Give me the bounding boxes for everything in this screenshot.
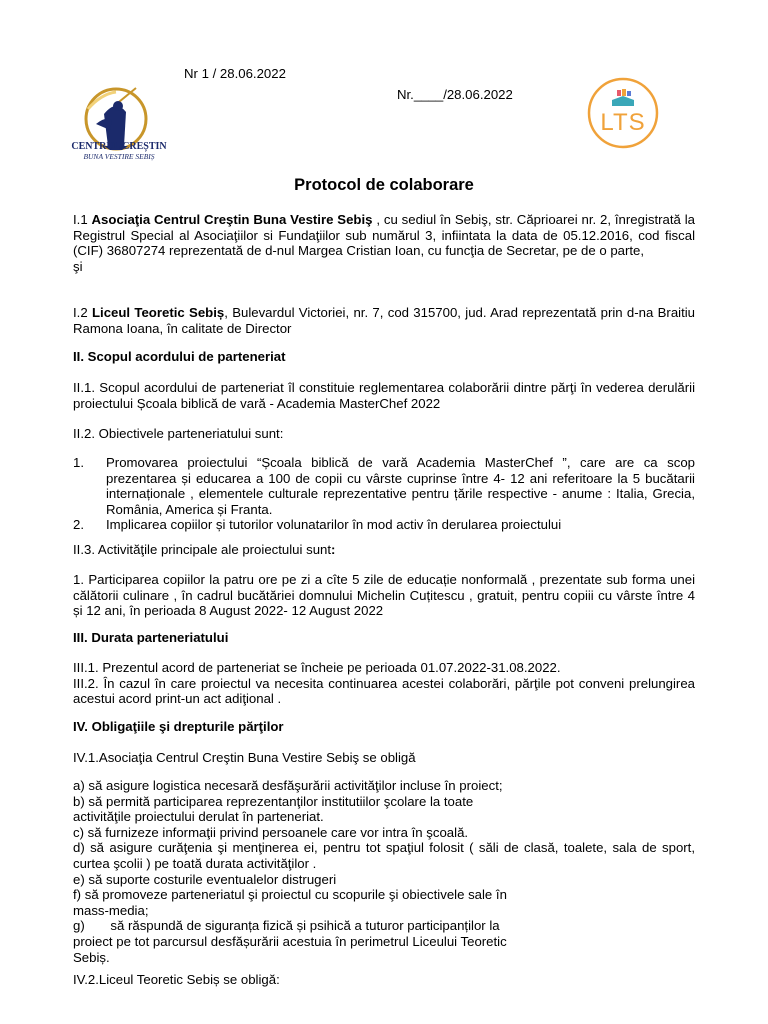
centrul-crestin-logo (66, 84, 172, 176)
conjunction-and: şi (73, 258, 83, 274)
party-two-name: Liceul Teoretic Sebiș (91, 305, 225, 320)
angel-emblem-icon (66, 84, 172, 176)
lts-logo (586, 76, 660, 150)
party-two-details: , Bulevardul Victoriei, nr. 7, cod 315700, jud. Arad reprezentată prin d-na Braitiu Ramona Ioana, în calitate de Director (73, 305, 696, 336)
section-3-1-paragraph: III.1. Prezentul acord de parteneriat se încheie pe perioada 01.07.2022-31.08.2022. (73, 660, 561, 675)
party-two-paragraph (73, 305, 695, 336)
list-item: c) să furnizeze informaţii privind persoanele care vor intra în şcoală. (73, 824, 469, 840)
objectives-list (73, 455, 695, 533)
section-2-3-paragraph: II.3. Activităţile principale ale proiectului sunt: (73, 542, 336, 557)
list-item: proiect pe tot parcursul desfășurării acestuia în perimetrul Liceului Teoretic (73, 933, 507, 949)
activities-paragraph: 1. Participarea copiilor la patru ore pe zi a cîte 5 zile de educație nonformală , prezentate sub forma unei călătorii culinare , în cadrul bucătăriei domnului Michelin Cuțitescu , gratuit, pentru copiii cu vârste între 4 și 12 ani, în perioada 8 August 2022- 12 August 2022 (73, 572, 695, 619)
party-one-prefix: I.1 (73, 212, 92, 227)
section-2-1-paragraph: II.1. Scopul acordului de parteneriat îl constituie reglementarea colaborării dintre părţi în vederea derulării proiectului Școala biblică de vară - Academia MasterChef 2022 (73, 380, 695, 411)
logo-left-subtitle: BUNA VESTIRE SEBIȘ (83, 152, 155, 161)
logo-left-title: CENTRUL CREȘTIN (71, 141, 167, 152)
list-item: e) să suporte costurile eventualelor distrugeri (73, 871, 337, 887)
section-3-heading: III. Durata parteneriatului (73, 630, 229, 645)
party-one-name: Asociaţia Centrul Creştin Buna Vestire Sebiş (91, 212, 373, 227)
list-item: g) să răspundă de siguranța fizică și psihică a tuturor participanților la (73, 918, 500, 934)
section-3-paragraphs (73, 660, 695, 707)
list-item: 2. Implicarea copiilor și tutorilor volunatarilor în mod activ în derularea proiectului (73, 517, 562, 533)
section-2-2-paragraph: II.2. Obiectivele parteneriatului sunt: (73, 426, 284, 441)
party-two-prefix: I.2 (73, 305, 92, 320)
list-item: a) să asigure logistica necesară desfăşurării activităţilor incluse în proiect; (73, 778, 503, 793)
list-item: f) să promoveze parteneriatul şi proiectul cu scopurile şi obiectivele sale în (73, 887, 507, 903)
party-one-details: , cu sediul în Sebiş, str. Căprioarei nr. 2, înregistrată la Registrul Special al Asociaţiilor si Fundaţiilor sub numărul 3, infiintata la data de 05.12.2016, cod fiscal (CIF) 36807274 reprezentată de d-nul Margea Cristian Ioan, cu funcţia de Secretar, pe de o parte, (73, 212, 695, 259)
lts-logo-text: LTS (600, 109, 646, 136)
obligations-list (73, 778, 695, 965)
list-item: d) să asigure curăţenia şi menţinerea ei, pentru tot spaţiul folosit ( săli de clasă, toalete, sala de sport, curtea şcolii ) pe toată durata activităţilor . (73, 840, 695, 871)
document-title: Protocol de colaborare (294, 176, 474, 194)
party-one-paragraph (73, 212, 695, 274)
section-2-heading: II. Scopul acordului de parteneriat (73, 349, 286, 364)
list-item: 1. Promovarea proiectului “Școala biblică de vară Academia MasterChef ”, care are ca scop prezentarea și educarea a 100 de copii cu vârste cuprinse între 4- 12 ani referitoare la 5 bucătarii internaționale , elementele culturale reprezentative pentru țările respective - anume : Italia, Grecia, România, America și Franta. (73, 455, 695, 517)
section-3-2-paragraph: III.2. În cazul în care proiectul va necesita continuarea acestei colaborări, părţile pot conveni prelungirea acestui acord print-un act adiţional . (73, 675, 695, 707)
document-number-left: Nr 1 / 28.06.2022 (184, 66, 286, 81)
section-4-1-paragraph: IV.1.Asociaţia Centrul Creştin Buna Vestire Sebiş se obligă (73, 750, 416, 765)
list-item: b) să permită participarea reprezentanţilor institutiilor şcolare la toate (73, 793, 474, 809)
list-item: Sebiș. (73, 949, 110, 965)
document-number-right: Nr.____/28.06.2022 (397, 87, 513, 102)
section-4-2-paragraph: IV.2.Liceul Teoretic Sebiș se obligă: (73, 972, 280, 987)
list-item: activităţile proiectului derulat în parteneriat. (73, 809, 324, 825)
section-4-heading: IV. Obligaţiile şi drepturile părţilor (73, 719, 284, 734)
list-item: mass-media; (73, 902, 149, 918)
